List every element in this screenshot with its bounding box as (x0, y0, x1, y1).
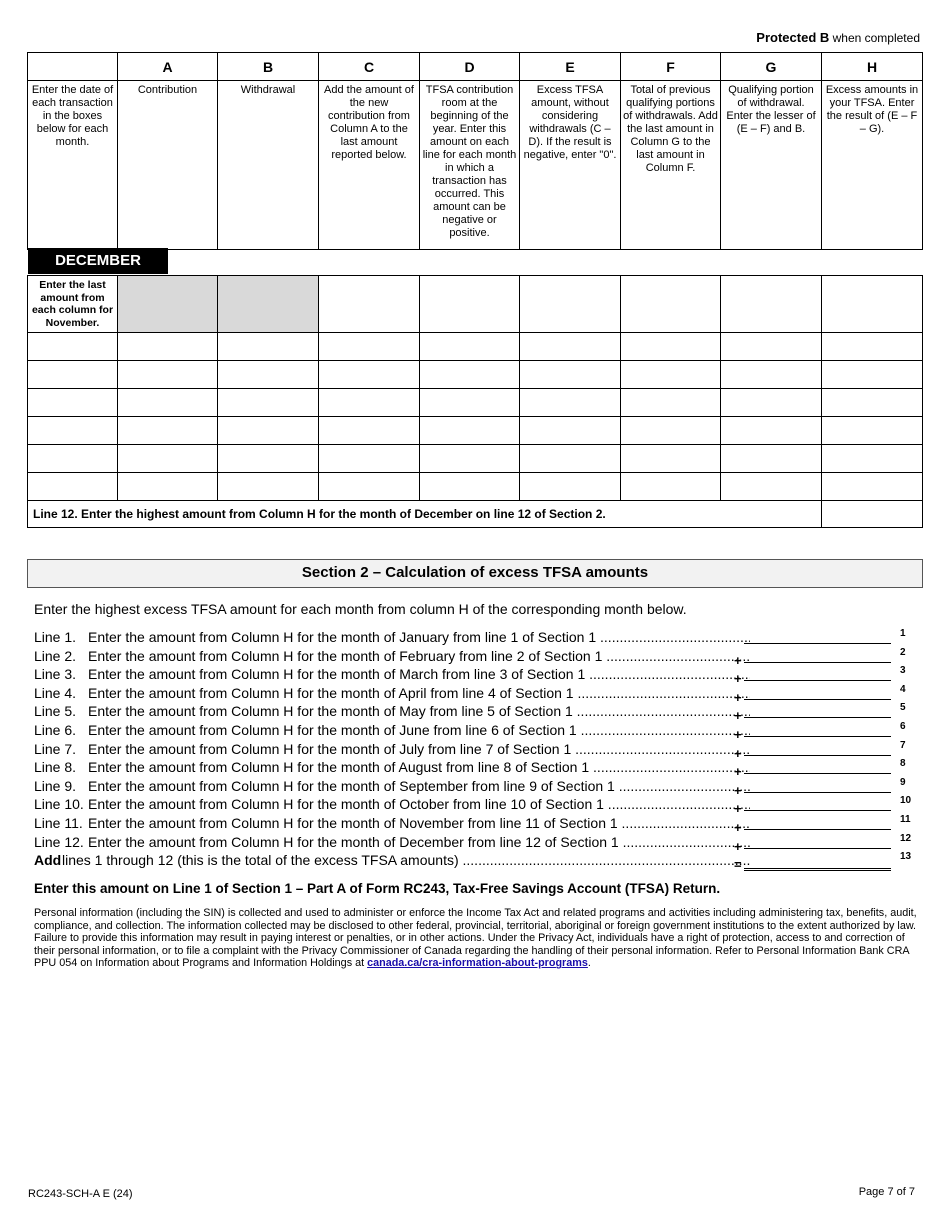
input-cell-f[interactable] (621, 276, 721, 333)
line-number: 4 (900, 683, 906, 695)
input-cell-date[interactable] (28, 333, 118, 361)
section2-line (34, 741, 934, 759)
transaction-row (28, 389, 923, 417)
line12-row (28, 501, 923, 528)
input-cell-b[interactable] (218, 417, 319, 445)
column-desc-c: Add the amount of the new contribution from Column A to the last amount reported below. (319, 81, 420, 250)
input-cell-e[interactable] (520, 389, 621, 417)
input-cell-f[interactable] (621, 333, 721, 361)
column-desc-h: Excess amounts in your TFSA. Enter the result of (E – F – G). (822, 81, 923, 250)
column-desc-a: Contribution (118, 81, 218, 250)
input-cell-d[interactable] (420, 417, 520, 445)
line-number: 9 (900, 776, 906, 788)
input-cell-date[interactable] (28, 417, 118, 445)
line-label: Line 8. (34, 759, 77, 776)
input-cell-c[interactable] (319, 473, 420, 501)
protected-b-label: Protected B when completed (756, 30, 920, 45)
input-cell-d[interactable] (420, 361, 520, 389)
column-desc-b: Withdrawal (218, 81, 319, 250)
transaction-row (28, 361, 923, 389)
input-cell-g[interactable] (721, 417, 822, 445)
input-cell-b[interactable] (218, 445, 319, 473)
line-number: 13 (900, 851, 912, 863)
input-cell-e[interactable] (520, 473, 621, 501)
input-cell-d[interactable] (420, 389, 520, 417)
line-number: 8 (900, 758, 906, 770)
total-label: Add (34, 852, 62, 869)
cell-a-shaded (118, 276, 218, 333)
column-letter-a: A (118, 53, 218, 81)
line-text: Enter the amount from Column H for the month of March from line 3 of Section 1 ..... (88, 666, 750, 682)
input-cell-h[interactable] (822, 361, 923, 389)
input-cell-h[interactable] (822, 473, 923, 501)
amount-field[interactable] (744, 741, 891, 756)
amount-field[interactable] (744, 759, 891, 774)
section2-line (34, 648, 934, 666)
input-cell-d[interactable] (420, 276, 520, 333)
input-cell-d[interactable] (420, 473, 520, 501)
line-label: Line 6. (34, 722, 77, 738)
amount-field[interactable] (744, 703, 891, 718)
line-number: 3 (900, 665, 906, 677)
plus-sign: + (734, 727, 742, 742)
november-carryover-label: Enter the last amount from each column for November. (28, 276, 118, 333)
line-label: Line 12. (34, 833, 84, 850)
input-cell-g[interactable] (721, 276, 822, 333)
line-label: Line 5. (34, 703, 77, 720)
input-cell-b[interactable] (218, 333, 319, 361)
input-cell-d[interactable] (420, 333, 520, 361)
input-cell-c[interactable] (319, 389, 420, 417)
section2-line (34, 702, 934, 724)
line-text: Enter the amount from Column H for the month of October from line 10 of Section 1 ..... (88, 796, 750, 812)
equals-sign: = (734, 857, 742, 873)
section2-line (34, 685, 934, 703)
privacy-notice: Personal information (including the SIN) is collected and used to administer or enforce the Income Tax Act and related programs and activities including administering tax, benefits, audit, compliance, and collection. The information collected may be disclosed to other federal, provincial, territorial, aboriginal or foreign government institutions to the extent authorized by law. Failure to provide this information may result in paying interest or penalties, or in other actions. Under the Privacy Act, individuals have a right of protection, access to and correction of their personal information, or to file a complaint with the Privacy Commissioner of Canada regarding the handling of their personal information. Refer to Personal Information Bank CRA PPU 054 on Information about Programs and Information Holdings at canada.ca/cra-information-about-programs. (34, 907, 917, 970)
line-label: Line 7. (34, 740, 77, 757)
plus-sign: + (734, 708, 742, 724)
amount-field[interactable] (744, 648, 891, 663)
plus-sign: + (734, 652, 742, 668)
column-letter-c: C (319, 53, 420, 81)
plus-sign: + (734, 745, 742, 761)
transaction-row (28, 445, 923, 473)
column-letter-g: G (721, 53, 822, 81)
line-number: 7 (900, 739, 906, 751)
line-text: Enter the amount from Column H for the month of December from line 12 of Section 1 ..... (88, 834, 750, 850)
line12-input[interactable] (822, 501, 923, 528)
line-label: Line 10. (34, 796, 84, 813)
line-number: 11 (900, 814, 911, 825)
section2-intro: Enter the highest excess TFSA amount for each month from column H of the corresponding month below. (34, 601, 687, 617)
input-cell-a[interactable] (118, 473, 218, 501)
column-letter-h: H (822, 53, 923, 81)
plus-sign: + (734, 820, 742, 835)
input-cell-date[interactable] (28, 445, 118, 473)
cell-b-shaded (218, 276, 319, 333)
line-text: Enter the amount from Column H for the month of May from line 5 of Section 1 ..... (88, 703, 750, 719)
amount-field[interactable] (744, 685, 891, 700)
page-number: Page 7 of 7 (858, 1186, 915, 1198)
input-cell-c[interactable] (319, 333, 420, 361)
section2-line (34, 834, 934, 852)
line-label: Line 11. (34, 815, 83, 831)
line-label: Line 9. (34, 777, 77, 794)
line-number: 1 (900, 628, 906, 639)
plus-sign: + (734, 801, 742, 817)
input-cell-g[interactable] (721, 445, 822, 473)
input-cell-h[interactable] (822, 389, 923, 417)
column-desc-d: TFSA contribution room at the beginning of the year. Enter this amount on each line for each month in which a transaction has occurred. This amount can be negative or positive. (420, 81, 520, 250)
input-cell-b[interactable] (218, 361, 319, 389)
plus-sign: + (734, 782, 742, 798)
input-cell-f[interactable] (621, 389, 721, 417)
section2-line (34, 815, 934, 833)
final-instruction: Enter this amount on Line 1 of Section 1 – Part A of Form RC243, Tax-Free Savings Account (TFSA) Return. (34, 881, 721, 896)
column-desc-f: Total of previous qualifying portions of withdrawals. Add the last amount in Column G to the last amount in Column F. (621, 81, 721, 250)
input-cell-c[interactable] (319, 417, 420, 445)
line12-instruction: Line 12. Enter the highest amount from Column H for the month of December on line 12 of Section 2. (28, 501, 822, 528)
input-cell-e[interactable] (520, 361, 621, 389)
input-cell-d[interactable] (420, 445, 520, 473)
line-label: Line 3. (34, 666, 77, 683)
input-cell-e[interactable] (520, 276, 621, 333)
input-cell-h[interactable] (822, 417, 923, 445)
input-cell-g[interactable] (721, 361, 822, 389)
line-number: 2 (900, 646, 906, 658)
amount-field[interactable] (744, 834, 891, 849)
input-cell-g[interactable] (721, 333, 822, 361)
column-letter-d: D (420, 53, 520, 81)
total-text: lines 1 through 12 (this is the total of the excess TFSA amounts) ..... (62, 852, 750, 868)
plus-sign: + (734, 671, 742, 687)
input-cell-h[interactable] (822, 445, 923, 473)
section2-line (34, 722, 934, 740)
input-cell-e[interactable] (520, 417, 621, 445)
input-cell-f[interactable] (621, 445, 721, 473)
section2-line (34, 629, 934, 647)
plus-sign: + (734, 764, 742, 780)
input-cell-c[interactable] (319, 361, 420, 389)
input-cell-a[interactable] (118, 333, 218, 361)
line-text: Enter the amount from Column H for the month of September from line 9 of Section 1 ..... (88, 778, 750, 794)
column-letter-b: B (218, 53, 319, 81)
transaction-row (28, 417, 923, 445)
transaction-row (28, 473, 923, 501)
input-cell-f[interactable] (621, 417, 721, 445)
column-desc-e: Excess TFSA amount, without considering withdrawals (C – D). If the result is negative, enter "0". (520, 81, 621, 250)
line-text: Enter the amount from Column H for the month of January from line 1 of Section 1 ..... (88, 629, 750, 645)
input-cell-e[interactable] (520, 445, 621, 473)
november-carryover-row (28, 276, 923, 333)
december-table (27, 275, 923, 528)
input-cell-g[interactable] (721, 389, 822, 417)
amount-field[interactable] (744, 796, 891, 811)
input-cell-a[interactable] (118, 445, 218, 473)
line-text: Enter the amount from Column H for the month of June from line 6 of Section 1 ..... (88, 722, 750, 738)
input-cell-e[interactable] (520, 333, 621, 361)
section2-line (34, 758, 934, 780)
input-cell-b[interactable] (218, 473, 319, 501)
input-cell-g[interactable] (721, 473, 822, 501)
column-desc-date: Enter the date of each transaction in the boxes below for each month. (28, 81, 118, 250)
december-tab: DECEMBER (28, 248, 168, 274)
section2-line (34, 778, 934, 796)
amount-field[interactable] (744, 722, 891, 737)
total-amount-field[interactable] (744, 852, 891, 871)
input-cell-f[interactable] (621, 361, 721, 389)
line-text: Enter the amount from Column H for the month of July from line 7 of Section 1 ..... (88, 741, 750, 757)
line-label: Line 4. (34, 684, 77, 701)
section2-title: Section 2 – Calculation of excess TFSA amounts (27, 559, 923, 588)
line-number: 5 (900, 702, 906, 714)
line-text: Enter the amount from Column H for the month of November from line 11 of Section 1 ..... (88, 815, 750, 831)
plus-sign: + (734, 689, 742, 705)
column-letter-e: E (520, 53, 621, 81)
input-cell-c[interactable] (319, 445, 420, 473)
input-cell-f[interactable] (621, 473, 721, 501)
section2-line (34, 795, 934, 817)
column-header-table (27, 52, 923, 250)
amount-field[interactable] (744, 815, 891, 830)
input-cell-date[interactable] (28, 361, 118, 389)
section2-line (34, 665, 934, 687)
line-number: 12 (900, 832, 912, 844)
input-cell-a[interactable] (118, 389, 218, 417)
line-label: Line 1. (34, 629, 77, 645)
total-line (34, 851, 934, 873)
input-cell-b[interactable] (218, 389, 319, 417)
plus-sign: + (734, 838, 742, 854)
input-cell-date[interactable] (28, 473, 118, 501)
input-cell-h[interactable] (822, 276, 923, 333)
input-cell-a[interactable] (118, 361, 218, 389)
line-number: 6 (900, 721, 906, 732)
input-cell-c[interactable] (319, 276, 420, 333)
input-cell-date[interactable] (28, 389, 118, 417)
line-text: Enter the amount from Column H for the month of February from line 2 of Section 1 ..... (88, 648, 750, 664)
input-cell-h[interactable] (822, 333, 923, 361)
amount-field[interactable] (744, 778, 891, 793)
column-desc-g: Qualifying portion of withdrawal. Enter the lesser of (E – F) and B. (721, 81, 822, 250)
amount-field[interactable] (744, 629, 891, 644)
input-cell-a[interactable] (118, 417, 218, 445)
amount-field[interactable] (744, 666, 891, 681)
line-label: Line 2. (34, 647, 77, 664)
transaction-row (28, 333, 923, 361)
line-text: Enter the amount from Column H for the month of April from line 4 of Section 1 ..... (88, 685, 750, 701)
column-letter-f: F (621, 53, 721, 81)
column-letter-date (28, 53, 118, 81)
line-text: Enter the amount from Column H for the month of August from line 8 of Section 1 ..... (88, 759, 750, 775)
line-number: 10 (900, 795, 912, 807)
cra-info-link[interactable]: canada.ca/cra-information-about-programs (367, 957, 588, 970)
form-id: RC243-SCH-A E (24) (28, 1188, 133, 1200)
